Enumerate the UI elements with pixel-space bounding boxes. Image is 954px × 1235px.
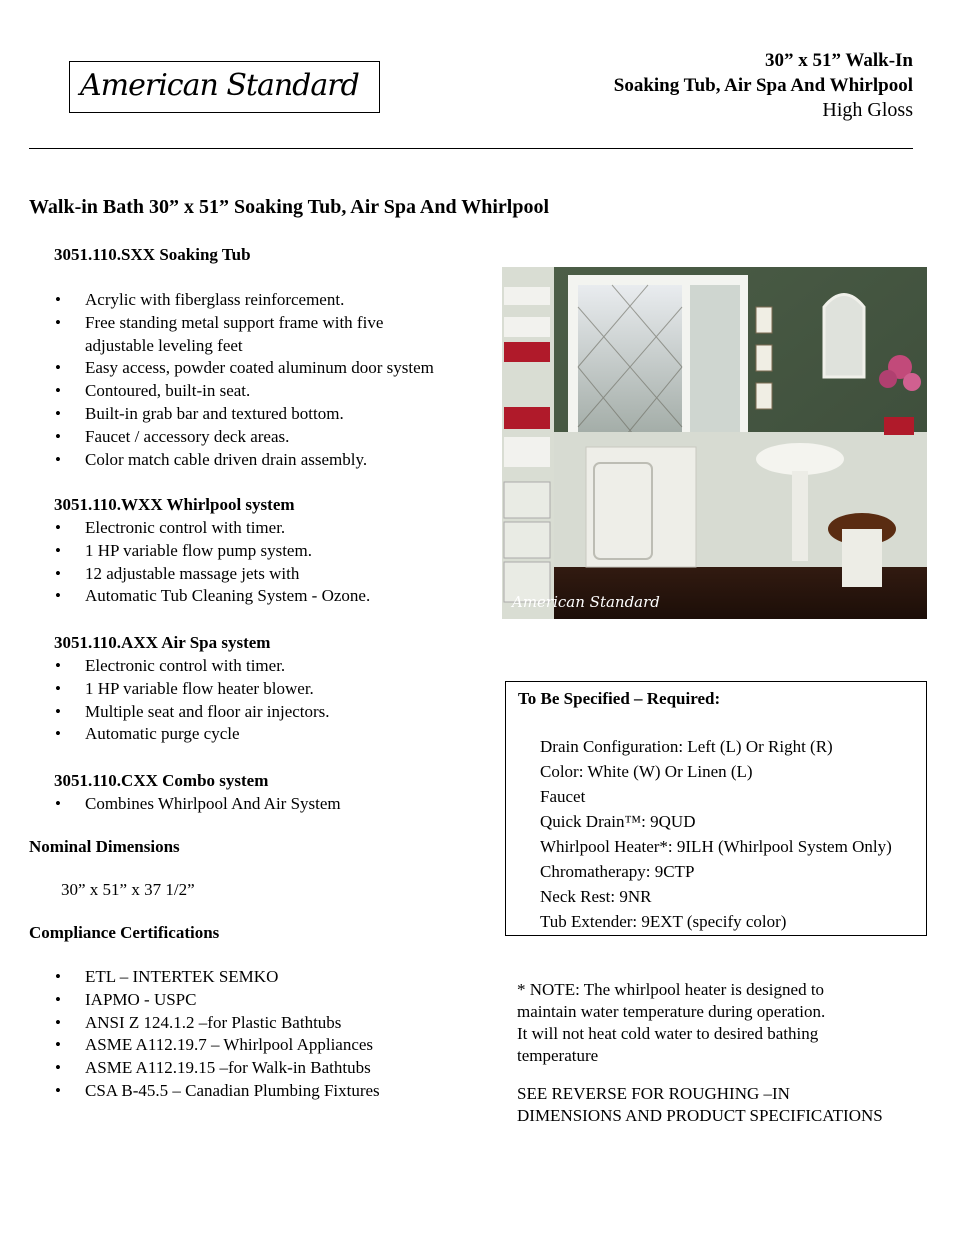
list-item: • Electronic control with timer. [55,655,330,678]
see-reverse-line: DIMENSIONS AND PRODUCT SPECIFICATIONS [517,1106,883,1125]
section-combo-title [29,771,268,791]
spec-item [518,734,892,759]
list-item: • Contoured, built-in seat. [55,380,434,403]
spec-item-label: Tub Extender: 9EXT (specify color) [540,912,787,931]
required-specs-list [518,734,892,934]
spec-item-label: Drain Configuration: Left (L) Or Right (R) [540,737,833,756]
spec-item-label: Whirlpool Heater*: 9ILH (Whirlpool System Only) [540,837,892,856]
note-line: * NOTE: The whirlpool heater is designed to [517,980,825,999]
product-title-line2: Soaking Tub, Air Spa And Whirlpool [613,75,913,96]
page-heading: Walk-in Bath 30” x 51” Soaking Tub, Air Spa And Whirlpool [29,196,550,218]
required-specs-box [505,681,927,936]
spec-item-label: Chromatherapy: 9CTP [540,862,695,881]
section-air-spa-title [29,633,270,653]
combo-features [55,793,341,816]
section-soaking-tub-title [29,245,251,265]
list-item: • Color match cable driven drain assembly. [55,449,434,472]
dimensions-value: 30” x 51” x 37 1/2” [61,880,195,899]
list-item: • Easy access, powder coated aluminum door system [55,357,434,380]
list-item: • 1 HP variable flow heater blower. [55,678,330,701]
section-title-text: 3051.110.WXX Whirlpool system [54,495,295,514]
list-item: • Built-in grab bar and textured bottom. [55,403,434,426]
list-item: • Automatic purge cycle [55,723,330,746]
note-line: temperature [517,1046,599,1065]
compliance-heading: Compliance Certifications [29,923,220,942]
header-divider [29,148,913,149]
list-item: • 12 adjustable massage jets with [55,563,370,586]
list-item: • ANSI Z 124.1.2 –for Plastic Bathtubs [55,1012,380,1035]
spec-item [518,859,892,884]
compliance-list [55,966,380,1103]
list-item: • ASME A112.19.7 – Whirlpool Appliances [55,1034,380,1057]
list-item: • Automatic Tub Cleaning System - Ozone. [55,585,370,608]
list-item: • 1 HP variable flow pump system. [55,540,370,563]
list-item: • ETL – INTERTEK SEMKO [55,966,380,989]
product-title-line1: 30” x 51” Walk-In [765,50,913,71]
brand-logo-text: American Standard [80,68,359,103]
dimensions-heading: Nominal Dimensions [29,837,180,856]
whirlpool-features [55,517,370,608]
list-item: • Faucet / accessory deck areas. [55,426,434,449]
note-line: maintain water temperature during operation. [517,1002,826,1021]
section-title-text: 3051.110.SXX Soaking Tub [54,245,251,264]
section-whirlpool-title [29,495,295,515]
product-title [614,48,913,123]
list-item: • Multiple seat and floor air injectors. [55,701,330,724]
spec-item [518,884,892,909]
soaking-tub-features [55,289,434,471]
list-item-continuation [55,335,434,358]
list-item: • Combines Whirlpool And Air System [55,793,341,816]
spec-item [518,909,892,934]
product-finish: High Gloss [822,99,913,121]
heater-note [517,979,937,1067]
list-item: • IAPMO - USPC [55,989,380,1012]
note-line: It will not heat cold water to desired bathing [517,1024,819,1043]
list-item: • Electronic control with timer. [55,517,370,540]
spec-item-label: Color: White (W) Or Linen (L) [540,762,753,781]
see-reverse-line: SEE REVERSE FOR ROUGHING –IN [517,1084,790,1103]
air-spa-features [55,655,330,746]
spec-item [518,809,892,834]
required-specs-title: To Be Specified – Required: [518,689,721,708]
continuation-text: adjustable leveling feet [85,335,243,355]
spec-item [518,759,892,784]
see-reverse-note [517,1083,937,1127]
list-item: • CSA B-45.5 – Canadian Plumbing Fixtures [55,1080,380,1103]
brand-logo [69,61,380,113]
list-item: • Free standing metal support frame with five [55,312,434,335]
spec-item-label: Neck Rest: 9NR [540,887,652,906]
product-photo [502,267,927,619]
list-item: • Acrylic with fiberglass reinforcement. [55,289,434,312]
spec-item-label: Faucet [540,787,586,806]
section-title-text: 3051.110.CXX Combo system [54,771,269,790]
spec-item-label: Quick Drain™: 9QUD [540,812,696,831]
list-item: • ASME A112.19.15 –for Walk-in Bathtubs [55,1057,380,1080]
spec-item [518,834,892,859]
section-title-text: 3051.110.AXX Air Spa system [54,633,271,652]
spec-item [518,784,892,809]
photo-watermark: American Standard [512,593,660,611]
